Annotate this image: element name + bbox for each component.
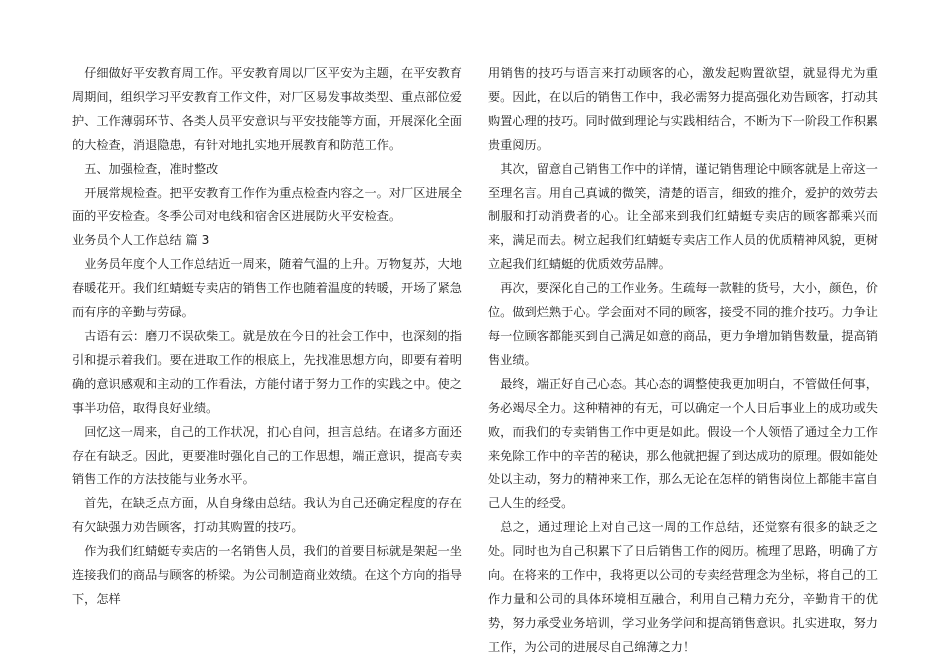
paragraph: 仔细做好平安教育周工作。平安教育周以厂区平安为主题，在平安教育周期间，组织学习平安教育工作文件，对厂区易发事故类型、重点部位爱护、工作薄弱环节、各类人员平安意识与平安技能等方面，开展深化全面的大检查，消退隐患，有针对地扎实地开展教育和防范工作。 [72,66,462,152]
right-column [488,62,878,660]
paragraph-continued: 用销售的技巧与语言来打动顾客的心，激发起购置欲望，就显得尤为重要。因此，在以后的销售工作中，我必需努力提高强化劝告顾客，打动其购置心理的技巧。同时做到理论与实践相结合，不断为下一阶段工作积累贵重阅历。 [488,66,878,152]
paragraph: 首先，在缺乏点方面，从自身缘由总结。我认为自己还确定程度的存在有欠缺强力劝告顾客，打动其购置的技巧。 [72,496,462,535]
paragraph: 作为我们红蜻蜓专卖店的一名销售人员，我们的首要目标就是架起一坐连接我们的商品与顾客的桥梁。为公司制造商业效绩。在这个方向的指导下，怎样 [72,544,462,606]
paragraph: 业务员年度个人工作总结近一周来，随着气温的上升。万物复苏，大地春暖花开。我们红蜻蜓专卖店的销售工作也随着温度的转暖，开场了紧急而有序的辛勤与劳碌。 [72,257,462,320]
section-heading: 五、加强检查，准时整改 [84,161,219,176]
paragraph: 古语有云：磨刀不误砍柴工。就是放在今日的社会工作中，也深刻的指引和提示着我们。要在进取工作的根底上，先找准思想方向，即要有着明确的意识感观和主动的工作看法，方能付诸于努力工作的实践之中。使之事半功倍，取得良好业绩。 [72,328,462,415]
paragraph: 其次，留意自己销售工作中的详情，谨记销售理论中顾客就是上帝这一至理名言。用自己真诚的微笑，清楚的语言，细致的推介，爱护的效劳去制服和打动消费者的心。让全部来到我们红蜻蜓专卖店的顾客都乘兴而来，满足而去。树立起我们红蜻蜓专卖店工作人员的优质精神风貌，更树立起我们红蜻蜓的优质效劳品牌。 [488,161,878,272]
left-column [72,62,462,612]
paragraph: 最终，端正好自己心态。其心态的调整使我更加明白，不管做任何事，务必竭尽全力。这种精神的有无，可以确定一个人日后事业上的成功或失败，而我们的专卖销售工作中更是如此。假设一个人领悟了通过全力工作来免除工作中的辛苦的秘诀，那么他就把握了到达成功的原理。假如能处处以主动，努力的精神来工作，那么无论在怎样的销售岗位上都能丰富自己人生的经受。 [488,376,878,511]
paragraph: 开展常规检查。把平安教育工作作为重点检查内容之一。对厂区进展全面的平安检查。冬季公司对电线和宿舍区进展防火平安检查。 [72,185,462,224]
paragraph: 回忆这一周来，自己的工作状况，扪心自问，担言总结。在诸多方面还存在有缺乏。因此，更要准时强化自己的工作思想，端正意识，提高专卖销售工作的方法技能与业务水平。 [72,424,462,487]
article-title: 业务员个人工作总结 篇 3 [72,233,210,248]
paragraph: 总之，通过理论上对自己这一周的工作总结，还觉察有很多的缺乏之处。同时也为自己积累下了日后销售工作的阅历。梳理了思路，明确了方向。在将来的工作中，我将更以公司的专卖经营理念为坐标，将自己的工作力量和公司的具体环境相互融合，利用自己精力充分，辛勤肯干的优势，努力承受业务培训，学习业务学问和提高销售意识。扎实进取，努力工作，为公司的进展尽自己绵薄之力！ [488,520,878,654]
paragraph: 再次，要深化自己的工作业务。生疏每一款鞋的货号，大小，颜色，价位。做到烂熟于心。学会面对不同的顾客，接受不同的推介技巧。力争让每一位顾客都能买到自己满足如意的商品，更力争增加销售数量，提高销售业绩。 [488,281,878,367]
